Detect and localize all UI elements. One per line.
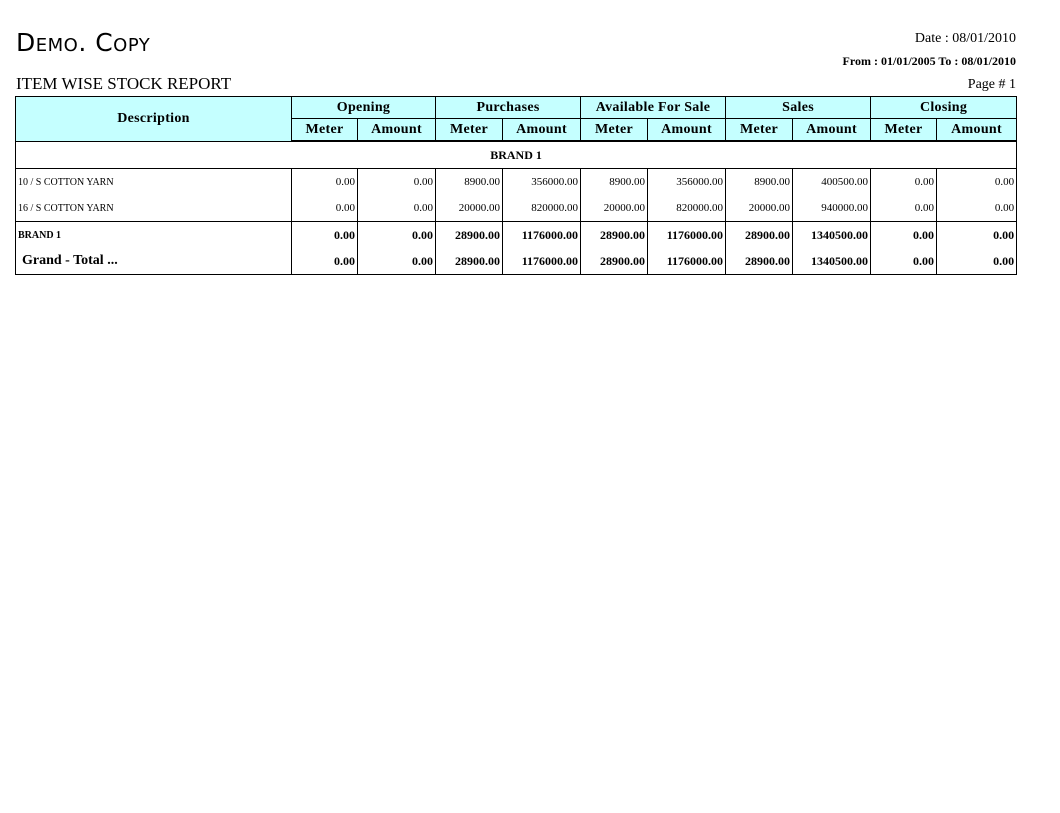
grand-available-amount: 1176000.00 — [648, 248, 726, 275]
subtotal-purchases-amount: 1176000.00 — [503, 222, 581, 249]
subtotal-opening-meter: 0.00 — [292, 222, 358, 249]
subtotal-sales-meter: 28900.00 — [726, 222, 793, 249]
subtotal-available-amount: 1176000.00 — [648, 222, 726, 249]
stock-report-table — [15, 96, 1017, 275]
column-group-opening: Opening — [292, 97, 436, 119]
item-description: 10 / S COTTON YARN — [16, 169, 292, 196]
grand-sales-amount: 1340500.00 — [793, 248, 871, 275]
column-header-meter: Meter — [581, 119, 648, 142]
column-header-amount: Amount — [358, 119, 436, 142]
opening-meter: 0.00 — [292, 169, 358, 196]
report-title: ITEM WISE STOCK REPORT — [16, 74, 232, 93]
column-group-closing: Closing — [871, 97, 1017, 119]
subtotal-row — [16, 222, 1017, 249]
grand-total-row — [16, 248, 1017, 275]
column-header-amount: Amount — [937, 119, 1017, 142]
column-header-meter: Meter — [871, 119, 937, 142]
available-meter: 20000.00 — [581, 195, 648, 222]
item-description: 16 / S COTTON YARN — [16, 195, 292, 222]
company-name: Demo. Copy — [16, 28, 151, 57]
subtotal-closing-meter: 0.00 — [871, 222, 937, 249]
grand-purchases-amount: 1176000.00 — [503, 248, 581, 275]
available-amount: 356000.00 — [648, 169, 726, 196]
report-period: From : 01/01/2005 To : 08/01/2010 — [842, 54, 1016, 68]
report-date: Date : 08/01/2010 — [914, 31, 1016, 46]
table-row — [16, 169, 1017, 196]
subtotal-closing-amount: 0.00 — [937, 222, 1017, 249]
closing-amount: 0.00 — [937, 195, 1017, 222]
column-header-meter: Meter — [292, 119, 358, 142]
available-meter: 8900.00 — [581, 169, 648, 196]
column-header-meter: Meter — [726, 119, 793, 142]
subtotal-sales-amount: 1340500.00 — [793, 222, 871, 249]
purchases-amount: 820000.00 — [503, 195, 581, 222]
sales-meter: 20000.00 — [726, 195, 793, 222]
opening-amount: 0.00 — [358, 195, 436, 222]
subtotal-label: BRAND 1 — [16, 222, 292, 249]
sales-meter: 8900.00 — [726, 169, 793, 196]
subtotal-purchases-meter: 28900.00 — [436, 222, 503, 249]
closing-meter: 0.00 — [871, 195, 937, 222]
column-header-amount: Amount — [793, 119, 871, 142]
grand-closing-amount: 0.00 — [937, 248, 1017, 275]
grand-opening-meter: 0.00 — [292, 248, 358, 275]
closing-amount: 0.00 — [937, 169, 1017, 196]
page-number: Page # 1 — [967, 77, 1016, 92]
column-group-sales: Sales — [726, 97, 871, 119]
grand-total-label: Grand - Total ... — [16, 248, 292, 275]
grand-available-meter: 28900.00 — [581, 248, 648, 275]
group-title: BRAND 1 — [16, 141, 1017, 169]
grand-purchases-meter: 28900.00 — [436, 248, 503, 275]
column-header-amount: Amount — [648, 119, 726, 142]
column-header-meter: Meter — [436, 119, 503, 142]
available-amount: 820000.00 — [648, 195, 726, 222]
column-header-amount: Amount — [503, 119, 581, 142]
grand-sales-meter: 28900.00 — [726, 248, 793, 275]
opening-amount: 0.00 — [358, 169, 436, 196]
column-group-purchases: Purchases — [436, 97, 581, 119]
table-row — [16, 195, 1017, 222]
column-header-description: Description — [16, 97, 292, 142]
sales-amount: 940000.00 — [793, 195, 871, 222]
purchases-amount: 356000.00 — [503, 169, 581, 196]
sales-amount: 400500.00 — [793, 169, 871, 196]
purchases-meter: 8900.00 — [436, 169, 503, 196]
closing-meter: 0.00 — [871, 169, 937, 196]
opening-meter: 0.00 — [292, 195, 358, 222]
column-group-available-for-sale: Available For Sale — [581, 97, 726, 119]
subtotal-opening-amount: 0.00 — [358, 222, 436, 249]
grand-opening-amount: 0.00 — [358, 248, 436, 275]
subtotal-available-meter: 28900.00 — [581, 222, 648, 249]
grand-closing-meter: 0.00 — [871, 248, 937, 275]
purchases-meter: 20000.00 — [436, 195, 503, 222]
group-header-row — [16, 141, 1017, 169]
